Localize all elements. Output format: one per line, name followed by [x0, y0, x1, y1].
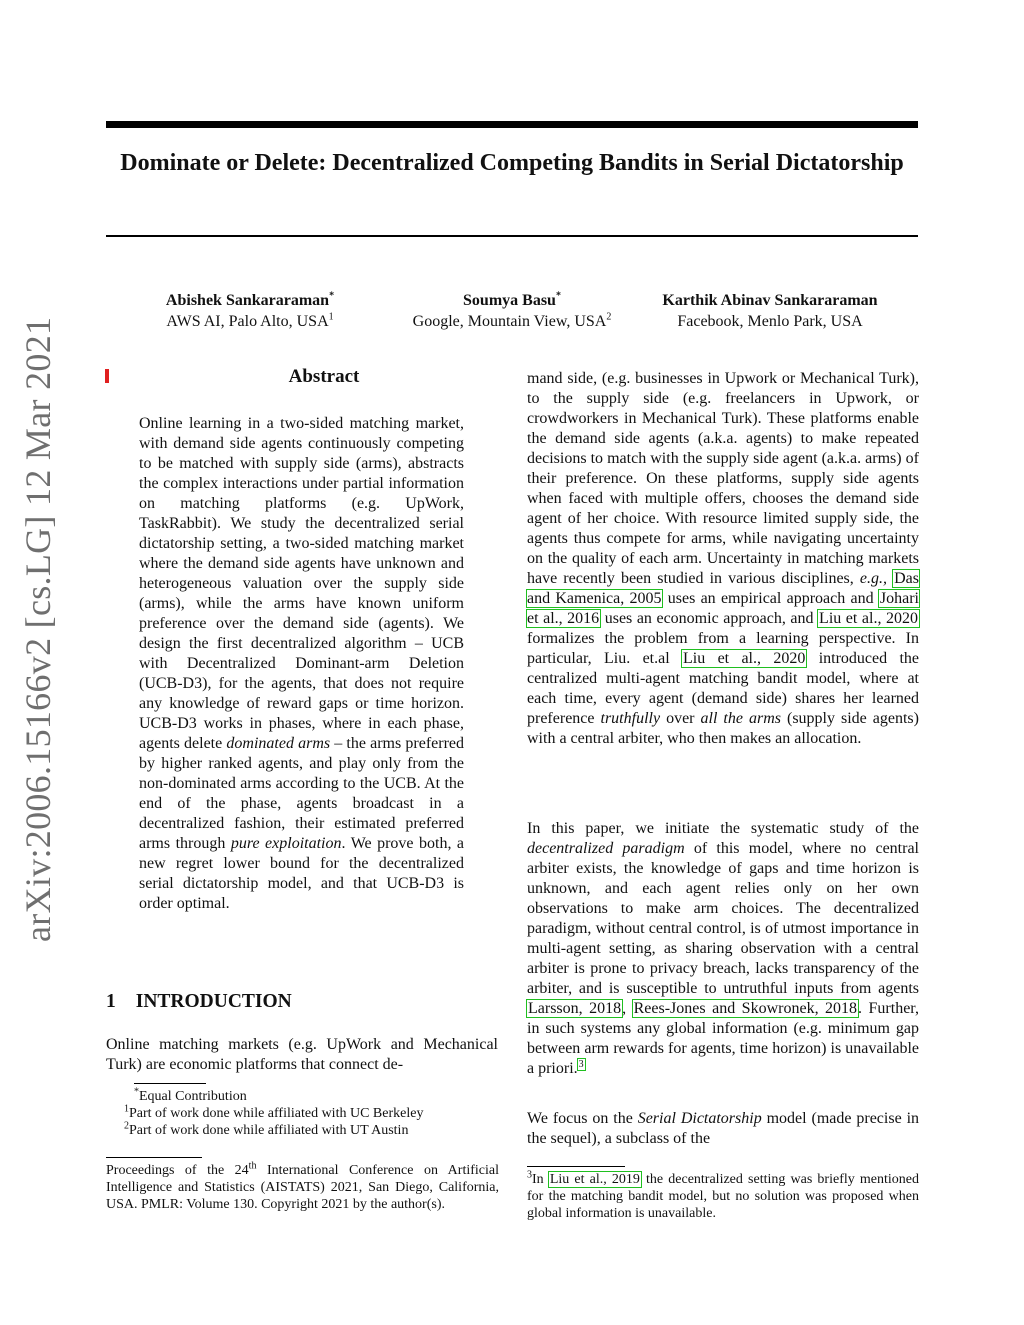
- author-name: Karthik Abinav Sankararaman: [662, 292, 878, 309]
- proceedings-note: Proceedings of the 24th International Conference on Artificial Intelligence and Statistics (AISTATS) 2021, San Diego, California, USA. PMLR: Volume 130. Copyright 2021 by the author(s).: [106, 1160, 499, 1212]
- paper-title: Dominate or Delete: Decentralized Competing Bandits in Serial Dictatorship: [120, 150, 904, 176]
- footnote-reference[interactable]: 3: [578, 1058, 584, 1070]
- citation-link[interactable]: Liu et al., 2020: [819, 610, 918, 627]
- citation-link[interactable]: Liu et al., 2020: [683, 650, 806, 667]
- author-name: Abishek Sankararaman: [165, 292, 330, 309]
- citation-link[interactable]: Liu et al., 2019: [549, 1172, 640, 1187]
- right-paragraph-3: We focus on the Serial Dictatorship model (made precise in the sequel), a subclass of the: [527, 1110, 920, 1147]
- author-affiliation: AWS AI, Palo Alto, USA: [166, 313, 329, 330]
- title-bottom-rule: [106, 235, 918, 237]
- author-block: [636, 290, 904, 332]
- abstract-body: Online learning in a two-sided matching market, with demand side agents continuously competing to be matched with supply side (arms), abstracts the complex interactions under partial information on matching platforms (e.g. UpWork, TaskRabbit). We study the decentralized serial dictatorship setting, a two-sided matching market where the demand side agents have unknown and heterogeneous valuation over the supply side (arms), while the arms have known uniform preference over the demand side (agents). We design the first decentralized algorithm – UCB with Decentralized Dominant-arm Deletion (UCB-D3), for the agents, that does not require any knowledge of reward gaps or time horizon. UCB-D3 works in phases, where in each phase, agents delete dominated arms – the arms preferred by higher ranked agents, and play only from the non-dominated arms according to the UCB. At the end of the phase, agents broadcast in a decentralized fashion, their estimated preferred arms through pure exploitation. We prove both, a new regret lower bound for the decentralized serial dictatorship model, and that UCB-D3 is order optimal.: [139, 415, 465, 912]
- abstract-heading: Abstract: [288, 366, 360, 387]
- citation-link[interactable]: Johari et al., 2016: [527, 590, 919, 627]
- footnotes-left: *Equal Contribution $^1$Part of work done while affiliated with UC Berkeley $^2$Part of work done while affiliated with UT Austin: [124, 1086, 424, 1138]
- arxiv-identifier: arXiv:2006.15166v2 [cs.LG] 12 Mar 2021: [18, 316, 58, 942]
- title-top-rule: [106, 121, 918, 128]
- footnote-right: $^3$In Liu et al., 2019 the decentralized setting was briefly mentioned for the matching bandit model, but no solution was proposed when global information is unavailable.: [527, 1169, 919, 1221]
- author-affiliation: Facebook, Menlo Park, USA: [677, 313, 863, 330]
- intro-paragraph: Online matching markets (e.g. UpWork and Mechanical Turk) are economic platforms that connect de-: [106, 1036, 498, 1073]
- author-block: Abishek Sankararaman* AWS AI, Palo Alto, USA$^1$: [165, 290, 335, 330]
- section-heading: 1 INTRODUCTION: [106, 991, 292, 1012]
- footnote-rule: [134, 1083, 206, 1084]
- citation-link[interactable]: Larsson, 2018: [528, 1000, 622, 1017]
- right-paragraph-2: In this paper, we initiate the systematic study of the decentralized paradigm of this model, where no central arbiter exists, the knowledge of gaps and time horizon is unknown, and each agent relies only on her own observations to make arm choices. The decentralized paradigm, without central control, is of utmost importance in multi-agent setting, as sharing observation with a central arbiter is prone to privacy breach, lacks transparency of the arbiter, and is susceptible to untruthful inputs from agents Larsson, 2018, Rees-Jones and Skowronek, 2018. Further, in such systems any global information (e.g. minimum gap between arm rewards for agents, time horizon) is unavailable a priori.$^3$: [527, 820, 919, 1077]
- author-block: Soumya Basu* Google, Mountain View, USA$^2$: [412, 290, 612, 330]
- citation-link[interactable]: Das and Kamenica, 2005: [527, 570, 919, 607]
- footnote-rule: [527, 1166, 625, 1167]
- author-name: Soumya Basu: [463, 292, 556, 309]
- citation-link[interactable]: Rees-Jones and Skowronek, 2018: [633, 1000, 858, 1017]
- author-affiliation: Google, Mountain View, USA: [412, 313, 607, 330]
- proceedings-rule: [106, 1157, 202, 1158]
- right-paragraph-1: mand side, (e.g. businesses in Upwork or Mechanical Turk), to the supply side (e.g. freelancers in Upwork, or crowdworkers in Mechanical Turk). These platforms enable the demand side agents (a.k.a. agents) to make repeated decisions to match with the supply side agent (a.k.a. arms) of their preference. On these platforms, supply side agents when faced with multiple offers, chooses the demand side agent of her choice. With resource limited supply side, the agents thus compete for arms, while navigating uncertainty on the quality of each arm. Uncertainty in matching markets have recently been studied in various disciplines, e.g., Das and Kamenica, 2005 uses an empirical approach and Johari et al., 2016 uses an economic approach, and Liu et al., 2020 formalizes the problem from a learning perspective. In particular, Liu. et.al Liu et al., 2020 introduced the centralized multi-agent matching bandit model, where at each time, every agent (demand side) shares her learned preference truthfully over all the arms (supply side agents) with a central arbiter, who then makes an allocation.: [527, 370, 919, 747]
